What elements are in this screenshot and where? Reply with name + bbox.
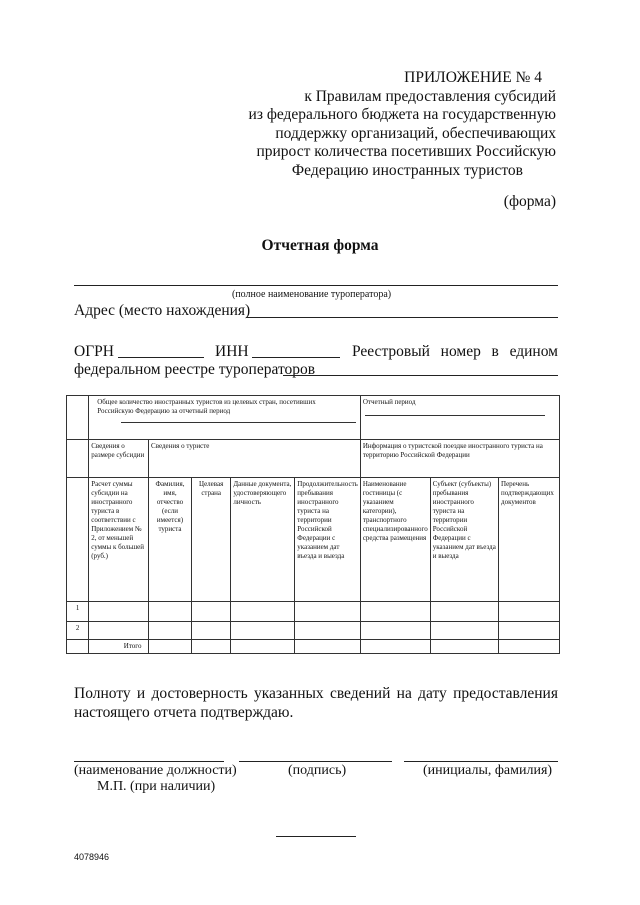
ogrn-line (118, 357, 204, 358)
report-table (66, 395, 560, 654)
page-title: Отчетная форма (261, 237, 379, 254)
annex-line-5: Федерацию иностранных туристов (291, 161, 523, 179)
form-note: (форма) (503, 193, 556, 210)
row-number: 1 (67, 602, 89, 622)
end-separator (276, 836, 356, 837)
annex-header (0, 69, 556, 181)
table-total-row (67, 640, 560, 654)
col-country: Целевая страна (191, 478, 230, 602)
reporting-period-header (360, 396, 559, 440)
inn-line (252, 357, 340, 358)
annex-line-3: поддержку организаций, обеспечивающих (275, 124, 556, 142)
annex-line-2: из федерального бюджета на государственную (248, 106, 556, 124)
registry-label: Реестровый номер в едином (352, 343, 558, 360)
annex-title: ПРИЛОЖЕНИЕ № 4 (404, 69, 542, 86)
row-number: 2 (67, 622, 89, 640)
table-row (67, 622, 560, 640)
table-corner-cell (67, 396, 89, 440)
document-number: 4078946 (74, 852, 110, 862)
col-hotel: Наименование гостиницы (с указанием категории), транспортного специализированного средства размещения (360, 478, 430, 602)
operator-name-line (74, 285, 558, 286)
group-tourist: Сведения о туристе (149, 440, 361, 478)
initials-line (404, 761, 558, 762)
position-line (74, 761, 224, 762)
address-line (246, 317, 558, 318)
table-blank-cell (67, 478, 89, 602)
initials-caption: (инициалы, фамилия) (423, 763, 553, 778)
signature-caption: (подпись) (288, 763, 347, 778)
confirm-line-2: настоящего отчета подтверждаю. (74, 704, 294, 721)
reporting-period-label: Отчетный период (362, 398, 416, 406)
confirm-line-1: Полноту и достоверность указанных сведений на дату предоставления (74, 685, 558, 702)
table-row (67, 602, 560, 622)
group-subsidy: Сведения о размере субсидии (89, 440, 149, 478)
total-label: Итого (89, 640, 149, 654)
registry-label-2: федеральном реестре туроператоров (74, 361, 316, 378)
stamp-caption: М.П. (при наличии) (97, 779, 216, 794)
annex-line-1: к Правилам предоставления субсидий (304, 87, 556, 105)
ogrn-label: ОГРН (74, 343, 114, 360)
group-trip: Информация о туристской поездке иностранного туриста на территорию Российской Федерации (360, 440, 559, 478)
table-blank-cell (67, 440, 89, 478)
address-label: Адрес (место нахождения) (74, 302, 251, 319)
operator-caption: (полное наименование туроператора) (232, 289, 392, 300)
signature-line (239, 761, 392, 762)
total-tourists-value-line (121, 422, 356, 423)
col-subject: Субъект (субъекты) пребывания иностранного туриста на территории Российской Федерации с указанием дат въезда и выезда (430, 478, 498, 602)
col-calc: Расчет суммы субсидии на иностранного туриста в соответствии с Приложением № 2, от меньшей суммы к большей (руб.) (89, 478, 149, 602)
col-duration: Продолжительность пребывания иностранного туриста на территории Российской Федерации с указанием дат въезда и выезда (295, 478, 361, 602)
col-name: Фамилия, имя, отчество (если имеется) туриста (149, 478, 192, 602)
col-docs: Перечень подтверждающих документов (499, 478, 560, 602)
total-tourists-header (89, 396, 361, 440)
position-caption: (наименование должности) (74, 763, 237, 778)
annex-line-4: прирост количества посетивших Российскую (256, 143, 556, 161)
inn-label: ИНН (215, 343, 249, 360)
registry-line (283, 375, 558, 376)
reporting-period-value-line (365, 415, 545, 416)
total-tourists-label: Общее количество иностранных туристов из целевых стран, посетивших Российскую Федерацию за отчетный период (97, 398, 316, 415)
col-doc: Данные документа, удостоверяющего личность (231, 478, 295, 602)
